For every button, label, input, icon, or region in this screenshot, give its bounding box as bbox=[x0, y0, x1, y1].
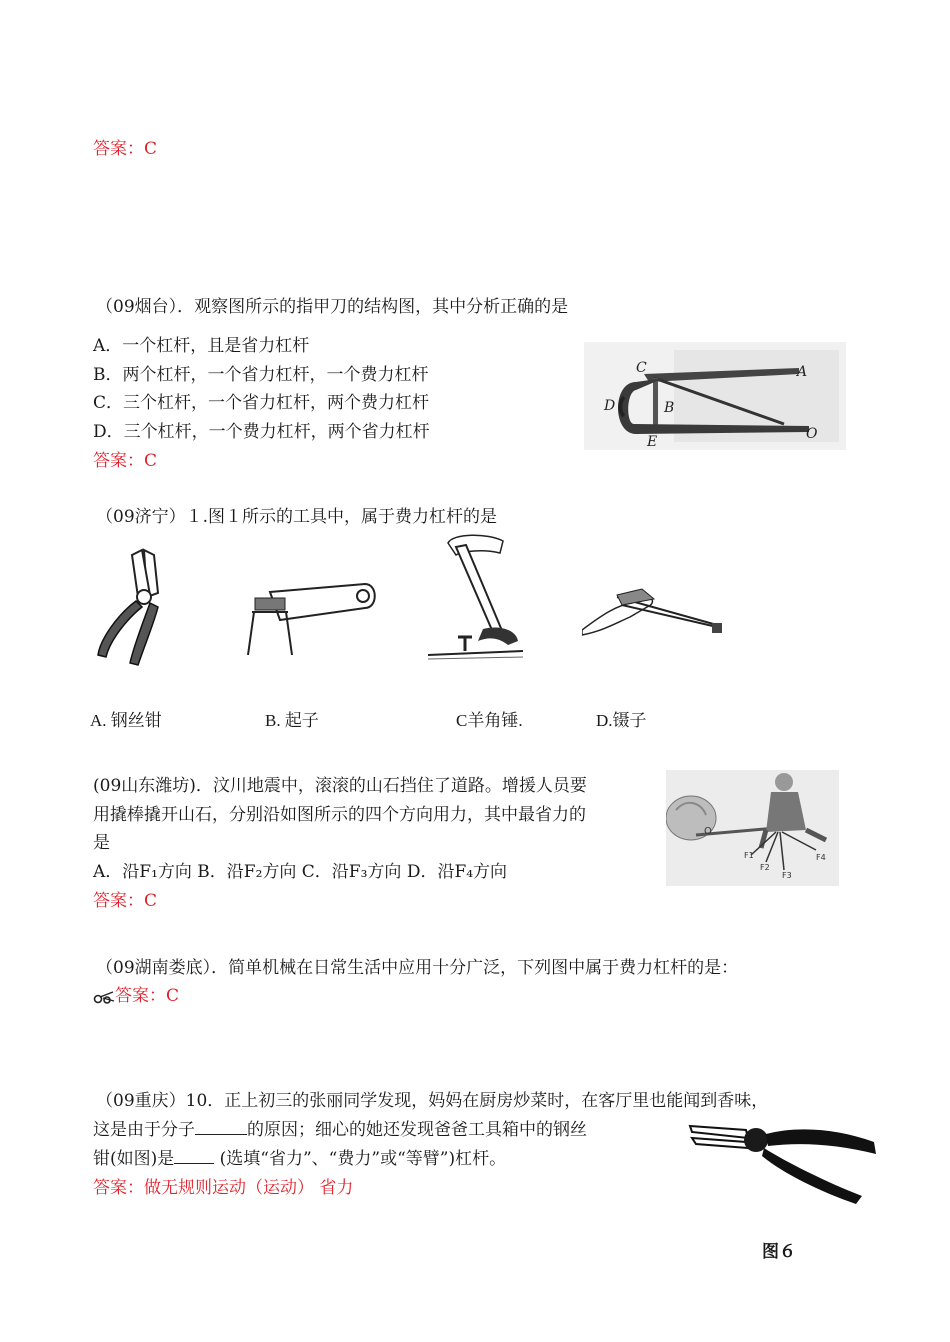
wire-pliers-figure bbox=[686, 1112, 882, 1208]
label-o: O bbox=[704, 826, 712, 837]
option-c: C．三个杠杆，一个省力杠杆，两个费力杠杆 bbox=[93, 393, 430, 413]
answer-text: 答案：C bbox=[93, 451, 158, 471]
label-e: E bbox=[647, 434, 658, 450]
answer-text: 答案：C bbox=[115, 986, 180, 1006]
line2-end: 的原因；细心的她还发现爸爸工具箱中的钢丝 bbox=[247, 1120, 587, 1140]
nail-clipper-figure bbox=[584, 342, 846, 450]
option-a: A．一个杠杆，且是省力杠杆 bbox=[93, 336, 310, 356]
option-d: D．三个杠杆，一个费力杠杆，两个省力杠杆 bbox=[93, 422, 430, 442]
question-stem-line2: 用撬棒撬开山石，分别沿如图所示的四个方向用力，其中最省力的 bbox=[93, 805, 586, 825]
question-stem-line3 bbox=[93, 1144, 506, 1169]
answer-text: 答案：C bbox=[93, 139, 158, 159]
blank-2 bbox=[174, 1149, 214, 1164]
line2-start: 这是由于分子 bbox=[93, 1120, 195, 1140]
question-stem-line2 bbox=[93, 1115, 587, 1140]
option-b: B．两个杠杆，一个省力杠杆，一个费力杠杆 bbox=[93, 365, 429, 385]
label-f3: F3 bbox=[782, 871, 792, 880]
label-o: O bbox=[806, 426, 818, 442]
option-a: A. 钢丝钳 bbox=[90, 711, 162, 730]
label-a: A bbox=[797, 364, 808, 380]
option-c: C羊角锤. bbox=[456, 711, 523, 730]
label-f4: F4 bbox=[816, 853, 826, 862]
option-d: D.镊子 bbox=[596, 711, 647, 730]
question-stem: （09济宁）１.图１所示的工具中，属于费力杠杆的是 bbox=[96, 507, 498, 527]
label-d: D bbox=[604, 398, 616, 414]
answer-text: 答案：C bbox=[93, 891, 158, 911]
question-stem-line3: 是 bbox=[93, 833, 110, 853]
claw-hammer-figure bbox=[428, 533, 528, 663]
question-stem-line1: (09山东潍坊)．汶川地震中，滚滚的山石挡住了道路。增援人员要 bbox=[93, 776, 587, 796]
line3-start: 钳(如图)是 bbox=[93, 1149, 175, 1169]
question-stem: （09湖南娄底）．简单机械在日常生活中应用十分广泛，下列图中属于费力杠杆的是： bbox=[96, 958, 739, 978]
figure-caption: 图６ bbox=[762, 1242, 796, 1261]
answer-text: 答案：做无规则运动（运动） 省力 bbox=[93, 1178, 354, 1198]
label-f1: F1 bbox=[744, 851, 754, 860]
question-stem-line1: （09重庆）10．正上初三的张丽同学发现，妈妈在厨房炒菜时，在客厅里也能闻到香味， bbox=[96, 1091, 769, 1111]
label-b: B bbox=[664, 400, 675, 416]
line3-end: (选填“省力”、“费力”或“等臂”)杠杆。 bbox=[214, 1149, 507, 1169]
blank-1 bbox=[195, 1120, 247, 1135]
options-line: A．沿F₁方向 B．沿F₂方向 C．沿F₃方向 D．沿F₄方向 bbox=[93, 862, 508, 882]
scissors-icon bbox=[93, 989, 115, 1005]
tweezers-figure bbox=[582, 575, 732, 645]
label-c: C bbox=[636, 360, 647, 376]
answer-row bbox=[93, 981, 179, 1006]
pliers-figure bbox=[92, 545, 167, 670]
bottle-opener-figure bbox=[240, 580, 380, 655]
label-f2: F2 bbox=[760, 863, 770, 872]
question-stem: （09烟台）．观察图所示的指甲刀的结构图，其中分析正确的是 bbox=[96, 297, 569, 317]
option-b: B. 起子 bbox=[265, 711, 319, 730]
crowbar-rock-figure bbox=[666, 770, 839, 886]
